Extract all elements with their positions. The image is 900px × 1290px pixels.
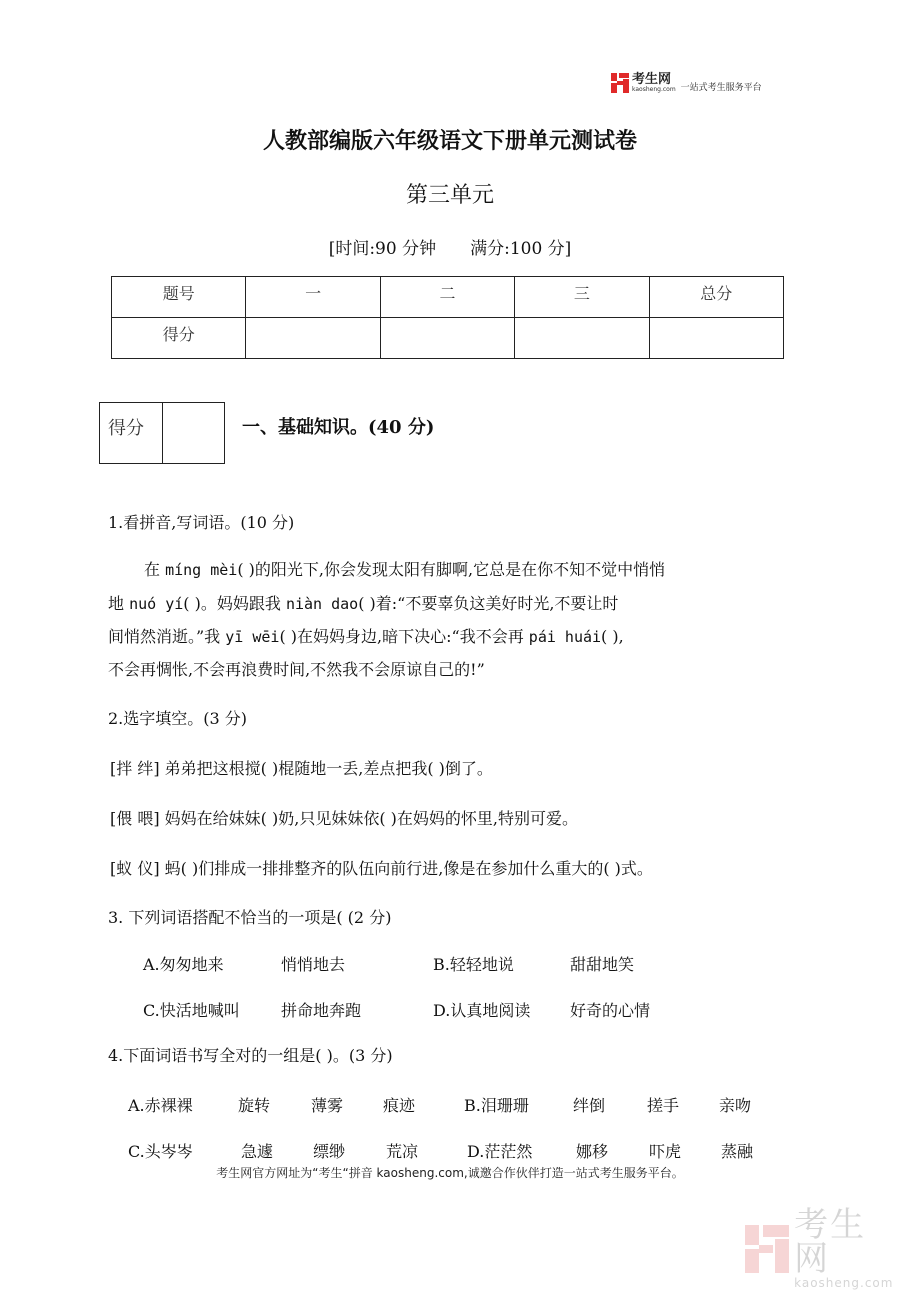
question-3-option-d-2: 好奇的心情 [570, 1001, 651, 1020]
question-3-option-c: C.快活地喊叫 [143, 1001, 240, 1020]
question-2-item: [拌 绊] 弟弟把这根搅( )棍随地一丢,差点把我( )倒了。 [110, 759, 493, 778]
question-1-title: 1.看拼音,写词语。(10 分) [108, 513, 295, 532]
q4-word: 痕迹 [383, 1096, 416, 1115]
text: 间悄然消逝。”我 [108, 627, 226, 646]
q4-word: 绊倒 [573, 1096, 606, 1115]
score-table-cell: 二 [380, 277, 514, 318]
time-info [0, 234, 900, 259]
question-1-line: 不会再惆怅,不会再浪费时间,不然我不会原谅自己的!” [108, 660, 485, 679]
q4-word: 薄雾 [311, 1096, 344, 1115]
section-score-box [99, 402, 225, 464]
full-score: 满分:100 分] [470, 239, 572, 259]
logo-domain: kaosheng.com [632, 86, 676, 93]
q4-word: 旋转 [238, 1096, 271, 1115]
score-table-cell: 一 [246, 277, 380, 318]
page-subtitle: 第三单元 [405, 183, 494, 208]
score-table-header-row [112, 277, 784, 318]
question-4-title: 4.下面词语书写全对的一组是( )。(3 分) [108, 1046, 393, 1065]
header-logo [611, 72, 762, 94]
text: ( )在妈妈身边,暗下决心:“我不会再 [279, 627, 529, 646]
score-table-cell: 题号 [112, 277, 246, 318]
q4-word: 蒸融 [721, 1142, 754, 1161]
question-3-title: 3. 下列词语搭配不恰当的一项是( (2 分) [108, 908, 392, 927]
footer-note: 考生网官方网址为“考生“拼音 kaosheng.com,诚邀合作伙伴打造一站式考生服务平台。 [216, 1166, 684, 1180]
score-table-cell: 三 [515, 277, 649, 318]
section-heading: 一、基础知识。(40 分) [242, 417, 435, 438]
text: ( ), [601, 627, 624, 646]
score-input-cell[interactable] [515, 318, 649, 359]
score-table-cell: 总分 [649, 277, 783, 318]
question-3-option-c-2: 拼命地奔跑 [281, 1001, 362, 1020]
pinyin: pái huái [528, 628, 602, 646]
question-2-item: [蚁 仪] 蚂( )们排成一排排整齐的队伍向前行进,像是在参加什么重大的( )式。 [110, 859, 653, 878]
question-3-option-b-2: 甜甜地笑 [570, 955, 635, 974]
score-input-cell[interactable] [649, 318, 783, 359]
watermark-name: 考生网 [794, 1205, 867, 1279]
score-table [111, 276, 784, 359]
q4-word: D.茫茫然 [467, 1142, 533, 1161]
question-2-title: 2.选字填空。(3 分) [108, 709, 248, 728]
score-table-score-row [112, 318, 784, 359]
logo-mark-icon [611, 73, 629, 93]
q4-word: 缥缈 [313, 1142, 346, 1161]
q4-word: 急遽 [241, 1142, 274, 1161]
watermark-mark-icon [745, 1225, 788, 1273]
text: 地 [108, 594, 130, 613]
watermark-domain: kaosheng.com [794, 1276, 894, 1290]
time-limit: [时间:90 分钟 [328, 239, 437, 259]
pinyin: niàn dao [285, 595, 359, 613]
section-score-input[interactable] [163, 403, 224, 463]
q4-word: 搓手 [647, 1096, 680, 1115]
question-3-option-a: A.匆匆地来 [143, 955, 224, 974]
q4-word: 亲吻 [719, 1096, 752, 1115]
q4-word: 娜移 [576, 1142, 609, 1161]
question-1-line [108, 624, 624, 647]
question-3-option-d: D.认真地阅读 [433, 1001, 531, 1020]
question-3-option-b: B.轻轻地说 [433, 955, 514, 974]
q4-word: A.赤裸裸 [128, 1096, 193, 1115]
question-1-line [108, 591, 618, 614]
text: ( )的阳光下,你会发现太阳有脚啊,它总是在你不知不觉中悄悄 [237, 560, 666, 579]
text: ( )。妈妈跟我 [183, 594, 286, 613]
question-1-line [144, 557, 665, 580]
pinyin: nuó yí [129, 595, 184, 613]
logo-name: 考生网 [632, 72, 672, 87]
question-3-option-a-2: 悄悄地去 [281, 955, 346, 974]
pinyin: yī wēi [225, 628, 280, 646]
score-input-cell[interactable] [246, 318, 380, 359]
text: 在 [144, 560, 166, 579]
q4-word: 吓虎 [649, 1142, 682, 1161]
score-input-cell[interactable] [380, 318, 514, 359]
section-score-label: 得分 [100, 403, 163, 463]
logo-slogan: 一站式考生服务平台 [680, 82, 762, 93]
q4-word: 荒凉 [386, 1142, 419, 1161]
score-table-cell: 得分 [112, 318, 246, 359]
page-title: 人教部编版六年级语文下册单元测试卷 [262, 129, 637, 154]
q4-word: C.头岑岑 [128, 1142, 193, 1161]
text: ( )着:“不要辜负这美好时光,不要让时 [358, 594, 619, 613]
q4-word: B.泪珊珊 [464, 1096, 529, 1115]
pinyin: míng mèi [165, 561, 238, 579]
watermark-logo [745, 1205, 900, 1290]
question-2-item: [偎 喂] 妈妈在给妹妹( )奶,只见妹妹依( )在妈妈的怀里,特别可爱。 [110, 809, 578, 828]
